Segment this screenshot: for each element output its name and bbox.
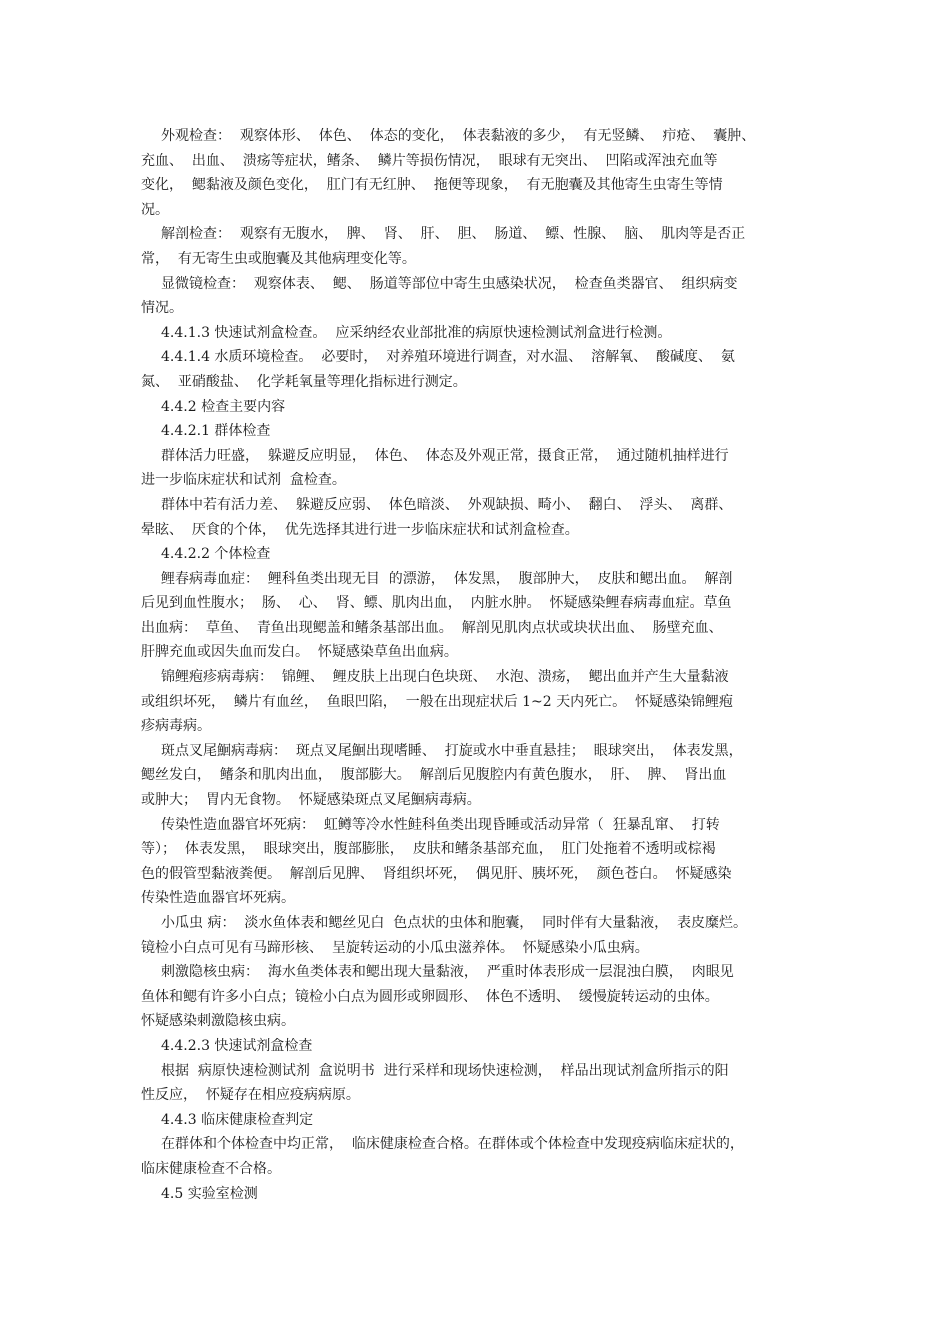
text-line: 镜检小白点可见有马蹄形核、 呈旋转运动的小瓜虫滋养体。 怀疑感染小瓜虫病。 [141,939,649,956]
text-line: 晕眩、 厌食的个体， 优先选择其进行进一步临床症状和试剂盒检查。 [141,521,579,538]
text-line: 显微镜检查： 观察体表、 鳃、 肠道等部位中寄生虫感染状况， 检查鱼类器官、 组织病变 [161,275,738,292]
text-line: 后见到血性腹水； 肠、 心、 肾、鳔、肌肉出血， 内脏水肿。 怀疑感染鲤春病毒血症。草鱼 [141,595,732,612]
text-line: 刺激隐核虫病： 海水鱼类体表和鳃出现大量黏液， 严重时体表形成一层混浊白膜， 肉眼见 [161,964,734,981]
text-line: 解剖检查： 观察有无腹水， 脾、 肾、 肝、 胆、 肠道、 鳔、性腺、 脑、 肌肉等是否正 [161,226,746,243]
text-line: 鲤春病毒血症： 鲤科鱼类出现无目 的漂游， 体发黑， 腹部肿大， 皮肤和鳃出血。 解剖 [161,570,733,587]
text-line: 或组织坏死， 鳞片有血丝， 鱼眼凹陷， 一般在出现症状后 1~2 天内死亡。 怀疑感染锦鲤疱 [141,693,734,710]
text-line: 群体活力旺盛， 躲避反应明显， 体色、 体态及外观正常，摄食正常， 通过随机抽样进行 [161,447,729,464]
text-line: 外观检查： 观察体形、 体色、 体态的变化， 体表黏液的多少， 有无竖鳞、 疖疮、 囊肿、 [161,128,756,144]
text-line: 群体中若有活力差、 躲避反应弱、 体色暗淡、 外观缺损、畸小、 翻白、 浮头、 离群、 [161,496,733,513]
document-page [141,124,821,1206]
text-line: 充血、 出血、 溃疡等症状，鳍条、 鳞片等损伤情况， 眼球有无突出、 凹陷或浑浊充血等 [141,152,718,169]
text-line: 常， 有无寄生虫或胞囊及其他病理变化等。 [141,250,416,267]
text-line: 4.5 实验室检测 [161,1185,258,1202]
text-line: 4.4.2.2 个体检查 [161,546,271,563]
text-line: 鳃丝发白， 鳍条和肌肉出血， 腹部膨大。 解剖后见腹腔内有黄色腹水， 肝、 脾、 肾出血 [141,767,727,784]
text-line: 情况。 [141,300,183,317]
text-line: 4.4.2.3 快速试剂盒检查 [161,1037,313,1054]
text-line: 4.4.2 检查主要内容 [161,398,286,415]
text-line: 怀疑感染刺激隐核虫病。 [141,1013,295,1030]
text-line: 色的假管型黏液粪便。 解剖后见脾、 肾组织坏死， 偶见肝、胰坏死， 颜色苍白。 怀疑感染 [141,865,732,882]
text-line: 变化， 鳃黏液及颜色变化， 肛门有无红肿、 拖便等现象， 有无胞囊及其他寄生虫寄生等情 [141,177,723,194]
text-line: 4.4.1.3 快速试剂盒检查。 应采纳经农业部批准的病原快速检测试剂盒进行检测。 [161,324,672,341]
text-line: 或肿大； 胃内无食物。 怀疑感染斑点叉尾鮰病毒病。 [141,792,481,809]
text-line: 临床健康检查不合格。 [141,1160,281,1177]
text-line: 进一步临床症状和试剂 盒检查。 [141,472,346,489]
text-line: 氮、 亚硝酸盐、 化学耗氧量等理化指标进行测定。 [141,373,467,390]
text-line: 传染性造血器官坏死病。 [141,890,295,907]
text-line: 疹病毒病。 [141,718,211,735]
text-line: 性反应， 怀疑存在相应疫病病原。 [141,1087,360,1104]
text-line: 锦鲤疱疹病毒病： 锦鲤、 鲤皮肤上出现白色块斑、 水泡、溃疡， 鳃出血并产生大量黏液 [161,669,729,686]
text-line: 4.4.3 临床健康检查判定 [161,1111,314,1128]
text-line: 传染性造血器官坏死病： 虹鳟等冷水性鲑科鱼类出现昏睡或活动异常（ 狂暴乱窜、 打转 [161,816,720,833]
text-line: 4.4.1.4 水质环境检查。 必要时， 对养殖环境进行调查，对水温、 溶解氧、 酸碱度、 氨 [161,349,735,366]
text-line: 根据 病原快速检测试剂 盒说明书 进行采样和现场快速检测， 样品出现试剂盒所指示的阳 [161,1062,729,1079]
text-line: 小瓜虫 病： 淡水鱼体表和鳃丝见白 色点状的虫体和胞囊， 同时伴有大量黏液， 表皮糜烂。 [161,915,748,931]
text-line: 肝脾充血或因失血而发白。 怀疑感染草鱼出血病。 [141,644,458,661]
text-line: 等）； 体表发黑， 眼球突出，腹部膨胀， 皮肤和鳍条基部充血， 肛门处拖着不透明或棕褐 [141,841,716,858]
text-line: 斑点叉尾鮰病毒病： 斑点叉尾鮰出现嗜睡、 打旋或水中垂直悬挂； 眼球突出， 体表发黑， [161,742,743,759]
text-line: 出血病： 草鱼、 青鱼出现鳃盖和鳍条基部出血。 解剖见肌肉点状或块状出血、 肠壁充血、 [141,619,723,636]
text-line: 鱼体和鳃有许多小白点；镜检小白点为圆形或卵圆形、 体色不透明、 缓慢旋转运动的虫体。 [141,988,719,1005]
text-line: 4.4.2.1 群体检查 [161,423,271,440]
text-line: 况。 [141,201,169,218]
text-line: 在群体和个体检查中均正常， 临床健康检查合格。在群体或个体检查中发现疫病临床症状的， [161,1136,744,1153]
